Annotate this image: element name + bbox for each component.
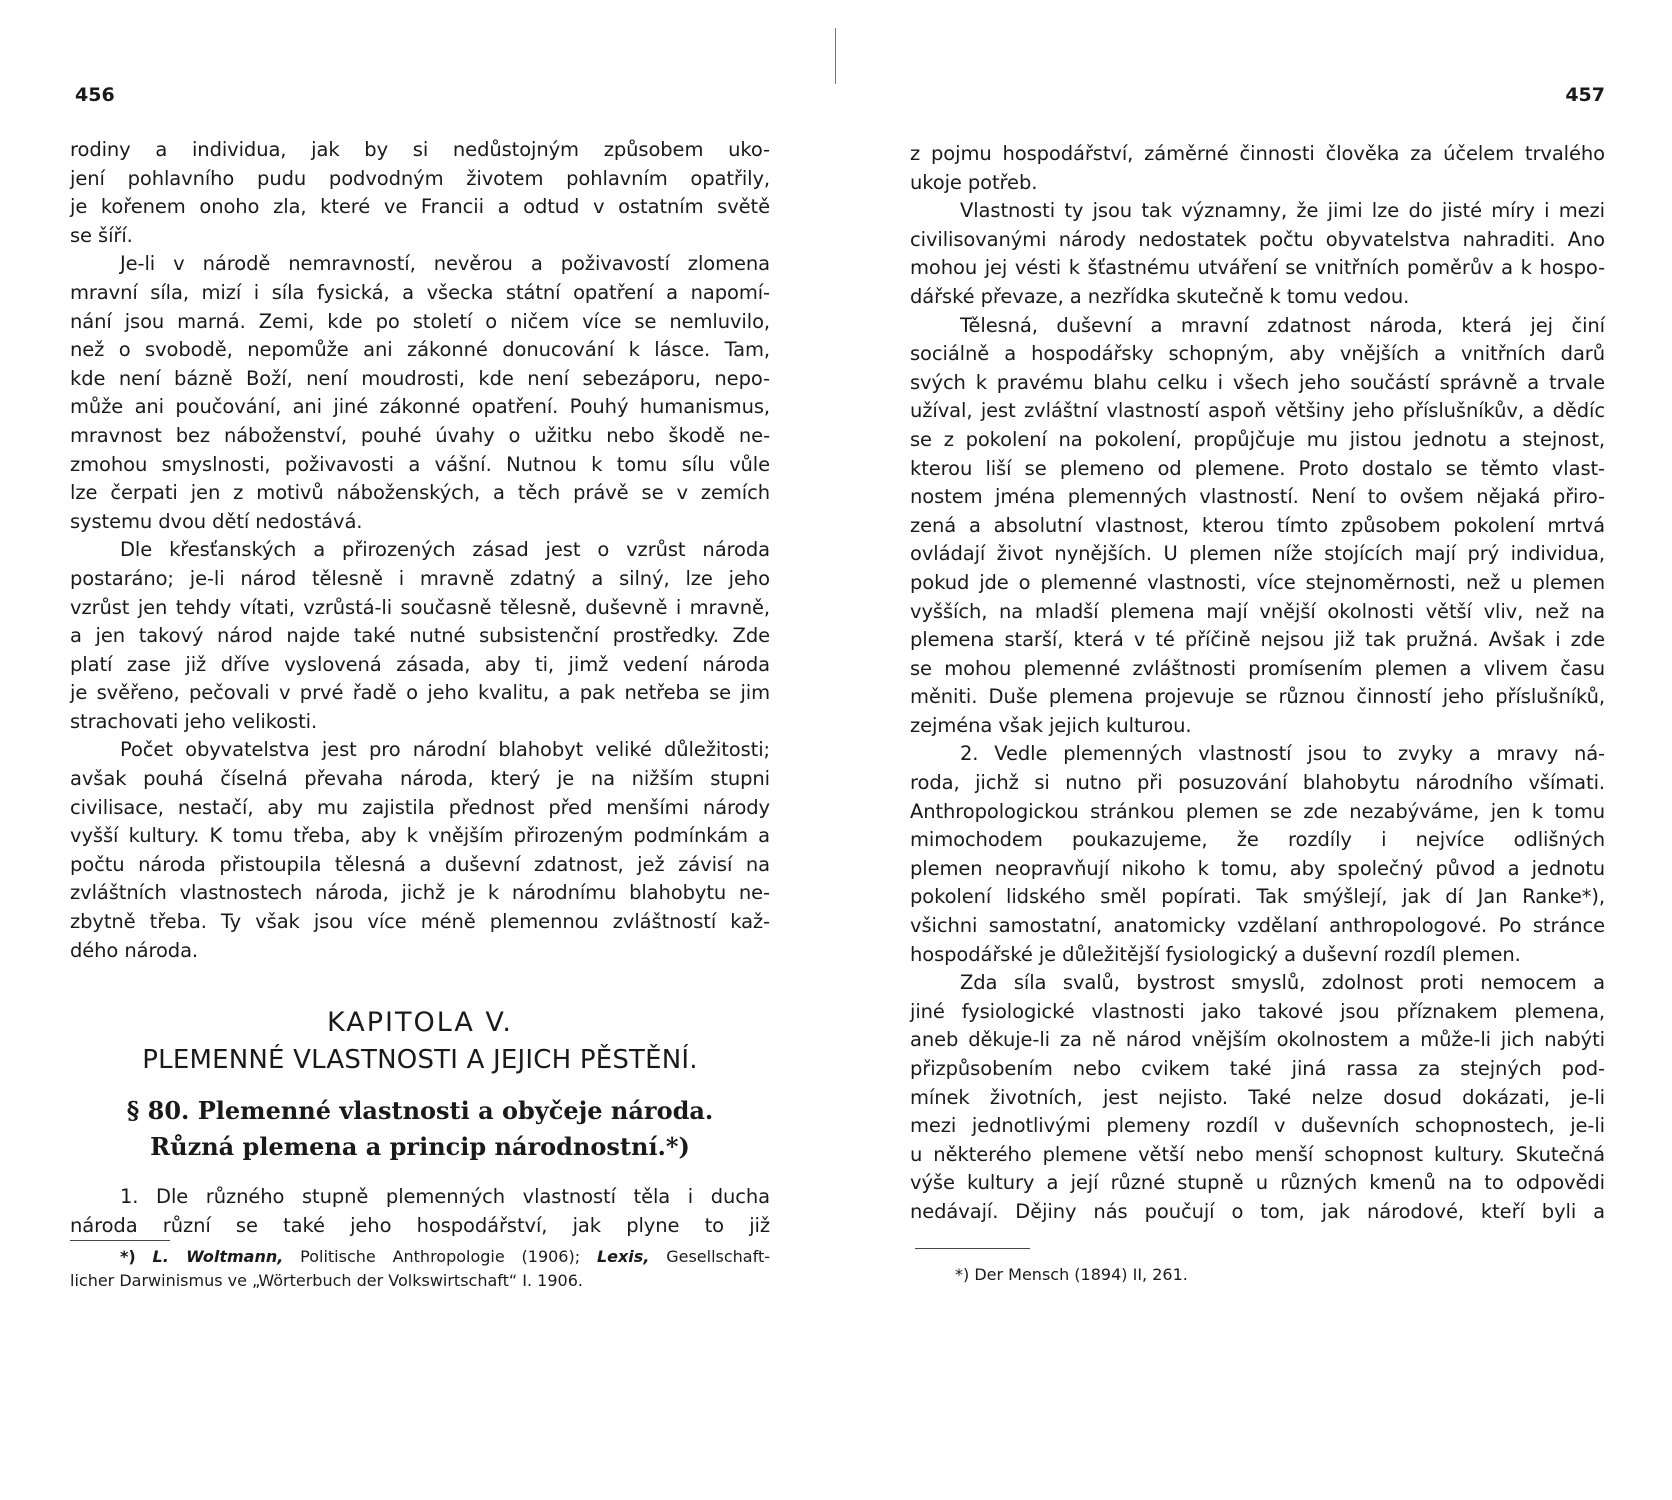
text-line: zená a absolutní vlastnost, kterou tímto způsobem pokolení mrtvá	[910, 513, 1605, 537]
text-line: nostem jména plemenných vlastností. Není to ovšem nějaká přiro-	[910, 485, 1605, 509]
text-line: mezi jednotlivými plemeny rozdíl v duševních schopnostech, je-li	[910, 1114, 1605, 1138]
text-line: zvláštních vlastnostech národa, jichž je k národnímu blahobytu ne-	[70, 881, 770, 905]
text-line: Vlastnosti ty jsou tak významny, že jimi lze do jisté míry i mezi	[960, 199, 1605, 223]
page-number-right: 457	[1565, 84, 1605, 106]
text-line: jení pohlavního pudu podvodným životem pohlavním opatřily,	[70, 166, 770, 190]
text-line: pokolení lidského směl popírati. Tak smýšlejí, jak dí Jan Ranke*),	[910, 885, 1605, 909]
text-line: 2. Vedle plemenných vlastností jsou to zvyky a mravy ná-	[960, 742, 1605, 766]
text-line: u některého plemene větší nebo menší schopnost kultury. Skutečná	[910, 1142, 1605, 1166]
footnote-right-line: *) Der Mensch (1894) II, 261.	[955, 1265, 1188, 1284]
text-line: 1. Dle různého stupně plemenných vlastností těla i ducha	[120, 1185, 770, 1208]
text-line: je svěřeno, pečovali v prvé řadě o jeho kvalitu, a pak netřeba se jim	[70, 681, 770, 705]
text-line: plemena starší, která v té příčině nejsou již tak pružná. Avšak i zde	[910, 628, 1605, 652]
text-line: lze čerpati jen z motivů náboženských, a těch právě se v zemích	[70, 481, 770, 505]
text-line: postaráno; je-li národ tělesně i mravně zdatný a silný, lze jeho	[70, 566, 770, 590]
text-line: z pojmu hospodářství, záměrné činnosti člověka za účelem trvalého	[910, 142, 1605, 165]
text-line: Je-li v národě nemravností, nevěrou a poživavostí zlomena	[120, 252, 770, 276]
footnote-text-1: Politische Anthropologie (1906);	[283, 1247, 597, 1266]
text-line: plemen neopravňují nikoho k tomu, aby společný původ a jednotu	[910, 856, 1605, 880]
text-line: mimochodem poukazujeme, že rozdíly i nejvíce odlišných	[910, 828, 1605, 852]
right-body-text	[910, 140, 1605, 1227]
text-line: vyšších, na mladší plemena mají vnější okolnosti větší vliv, než na	[910, 599, 1605, 623]
text-line: ukoje potřeb.	[910, 170, 1038, 194]
text-line: civilisovanými národy nedostatek počtu obyvatelstva nahraditi. Ano	[910, 227, 1605, 251]
chapter-subtitle: PLEMENNÉ VLASTNOSTI A JEJICH PĚSTĚNÍ.	[142, 1045, 698, 1075]
text-line: zejména však jejich kulturou.	[910, 713, 1192, 737]
left-section-text	[70, 1183, 770, 1240]
text-line: aneb děkuje-li za ně národ vnějším okolnostem a může-li jich nabýti	[910, 1028, 1605, 1052]
text-line: všichni samostatní, anatomicky vzdělaní anthropologové. Po stránce	[910, 914, 1605, 938]
text-line: nání jsou marná. Zemi, kde po století o ničem více se nemluvilo,	[70, 309, 770, 333]
text-line: Dle křesťanských a přirozených zásad jest o vzrůst národa	[120, 538, 770, 562]
text-line: hospodářské je důležitější fysiologický a duševní rozdíl plemen.	[910, 942, 1521, 966]
text-line: mohou jej vésti k šťastnému utváření se vnitřních poměrův a k hospo-	[910, 256, 1605, 280]
text-line: měniti. Duše plemena projevuje se různou činností jeho příslušníků,	[910, 685, 1605, 709]
footnote-left-line-1	[70, 1245, 770, 1269]
text-line: počtu národa přistoupila tělesná a duševní zdatnost, jež závisí na	[70, 852, 770, 876]
footnote-right	[955, 1263, 1355, 1287]
footnote-left	[70, 1245, 770, 1293]
text-line: rodiny a individua, jak by si nedůstojným způsobem uko-	[70, 138, 770, 161]
section-heading-line-1: § 80. Plemenné vlastnosti a obyčeje národa.	[126, 1096, 714, 1125]
text-line: Zda síla svalů, bystrost smyslů, zdolnost proti nemocem a	[960, 971, 1605, 995]
text-line: jiné fysiologické vlastnosti jako takové jsou příznakem plemena,	[910, 999, 1605, 1023]
text-line: nedávají. Dějiny nás poučují o tom, jak národové, kteří byli a	[910, 1199, 1605, 1223]
text-line: je kořenem onoho zla, které ve Francii a odtud v ostatním světě	[70, 195, 770, 219]
text-line: civilisace, nestačí, aby mu zajistila přednost před menšími národy	[70, 795, 770, 819]
text-line: zmohou smyslnosti, poživavosti a vášní. Nutnou k tomu sílu vůle	[70, 452, 770, 476]
left-body-text	[70, 136, 770, 965]
footnote-text-2: Gesellschaft-	[649, 1247, 770, 1266]
text-line: dářské převaze, a nezřídka skutečně k tomu vedou.	[910, 284, 1410, 308]
text-line: vzrůst jen tehdy vítati, vzrůstá-li současně tělesně, duševně i mravně,	[70, 595, 770, 619]
text-line: ovládají život nynějších. U plemen níže stojících mají prý individua,	[910, 542, 1605, 566]
footnote-marker: *)	[120, 1247, 136, 1266]
text-line: avšak pouhá číselná převaha národa, který je na nižším stupni	[70, 767, 770, 791]
text-line: se z pokolení na pokolení, propůjčuje mu jistou jednotu a stejnost,	[910, 427, 1605, 451]
text-line: a jen takový národ najde také nutné subsistenční prostředky. Zde	[70, 624, 770, 648]
text-line: může ani poučování, ani jiné zákonné opatření. Pouhý humanismus,	[70, 395, 770, 419]
text-line: strachovati jeho velikosti.	[70, 709, 318, 733]
text-line: se mohou plemenné zvláštnosti promísením plemen a vlivem času	[910, 656, 1605, 680]
chapter-title: KAPITOLA V.	[327, 1007, 513, 1038]
section-heading-line-2: Různá plemena a princip národnostní.*)	[150, 1132, 690, 1161]
footnote-rule-right	[915, 1248, 1030, 1249]
text-line: svých k pravému blahu celku i všech jeho součástí správně a trvale	[910, 370, 1605, 394]
text-line: sociálně a hospodářsky schopným, aby vnějších a vnitřních darů	[910, 342, 1605, 366]
text-line: výše kultury a její různé stupně u různých kmenů na to odpovědi	[910, 1171, 1605, 1195]
text-line: systemu dvou dětí nedostává.	[70, 509, 363, 533]
text-line: než o svobodě, nepomůže ani zákonné donucování k lásce. Tam,	[70, 338, 770, 362]
text-line: kterou liší se plemeno od plemene. Proto dostalo se těmto vlast-	[910, 456, 1605, 480]
page-number-left: 456	[75, 84, 115, 106]
text-line: národa různí se také jeho hospodářství, jak plyne to již	[70, 1213, 770, 1237]
text-line: přizpůsobením nebo cvikem také jiná rassa za stejných pod-	[910, 1057, 1605, 1080]
gutter-mark	[835, 28, 836, 84]
footnote-rule-left	[70, 1240, 170, 1241]
text-line: Anthropologickou stránkou plemen se zde nezabýváme, jen k tomu	[910, 799, 1605, 823]
footnote-author-2: Lexis,	[596, 1247, 650, 1266]
text-line: dého národa.	[70, 938, 199, 962]
footnote-author-1: L. Woltmann,	[152, 1247, 284, 1266]
text-line: Počet obyvatelstva jest pro národní blahobyt veliké důležitosti;	[120, 738, 770, 762]
text-line: užíval, jest zvláštní vlastností aspoň většiny jeho příslušníkův, a dědíc	[910, 399, 1605, 423]
text-line: vyšší kultury. K tomu třeba, aby k vnějším přirozeným podmínkám a	[70, 824, 770, 848]
text-line: mravnost bez náboženství, pouhé úvahy o užitku nebo škodě ne-	[70, 423, 770, 447]
text-line: zbytně třeba. Ty však jsou více méně plemennou zvláštností kaž-	[70, 910, 770, 934]
text-line: platí zase již dříve vyslovená zásada, aby ti, jimž vedení národa	[70, 652, 770, 676]
text-line: kde není bázně Boží, není moudrosti, kde není sebezáporu, nepo-	[70, 366, 770, 390]
text-line: pokud jde o plemenné vlastnosti, více stejnoměrnosti, než u plemen	[910, 570, 1605, 594]
text-line: roda, jichž si nutno při posuzování blahobytu národního všímati.	[910, 771, 1605, 795]
text-line: mínek životních, jest nejisto. Také nelze dosud dokázati, je-li	[910, 1085, 1605, 1109]
footnote-left-line-2: licher Darwinismus ve „Wörterbuch der Volkswirtschaft“ I. 1906.	[70, 1271, 583, 1290]
text-line: se šíří.	[70, 223, 133, 247]
text-line: mravní síla, mizí i síla fysická, a všecka státní opatření a napomí-	[70, 280, 770, 304]
text-line: Tělesná, duševní a mravní zdatnost národa, která jej činí	[960, 313, 1605, 337]
